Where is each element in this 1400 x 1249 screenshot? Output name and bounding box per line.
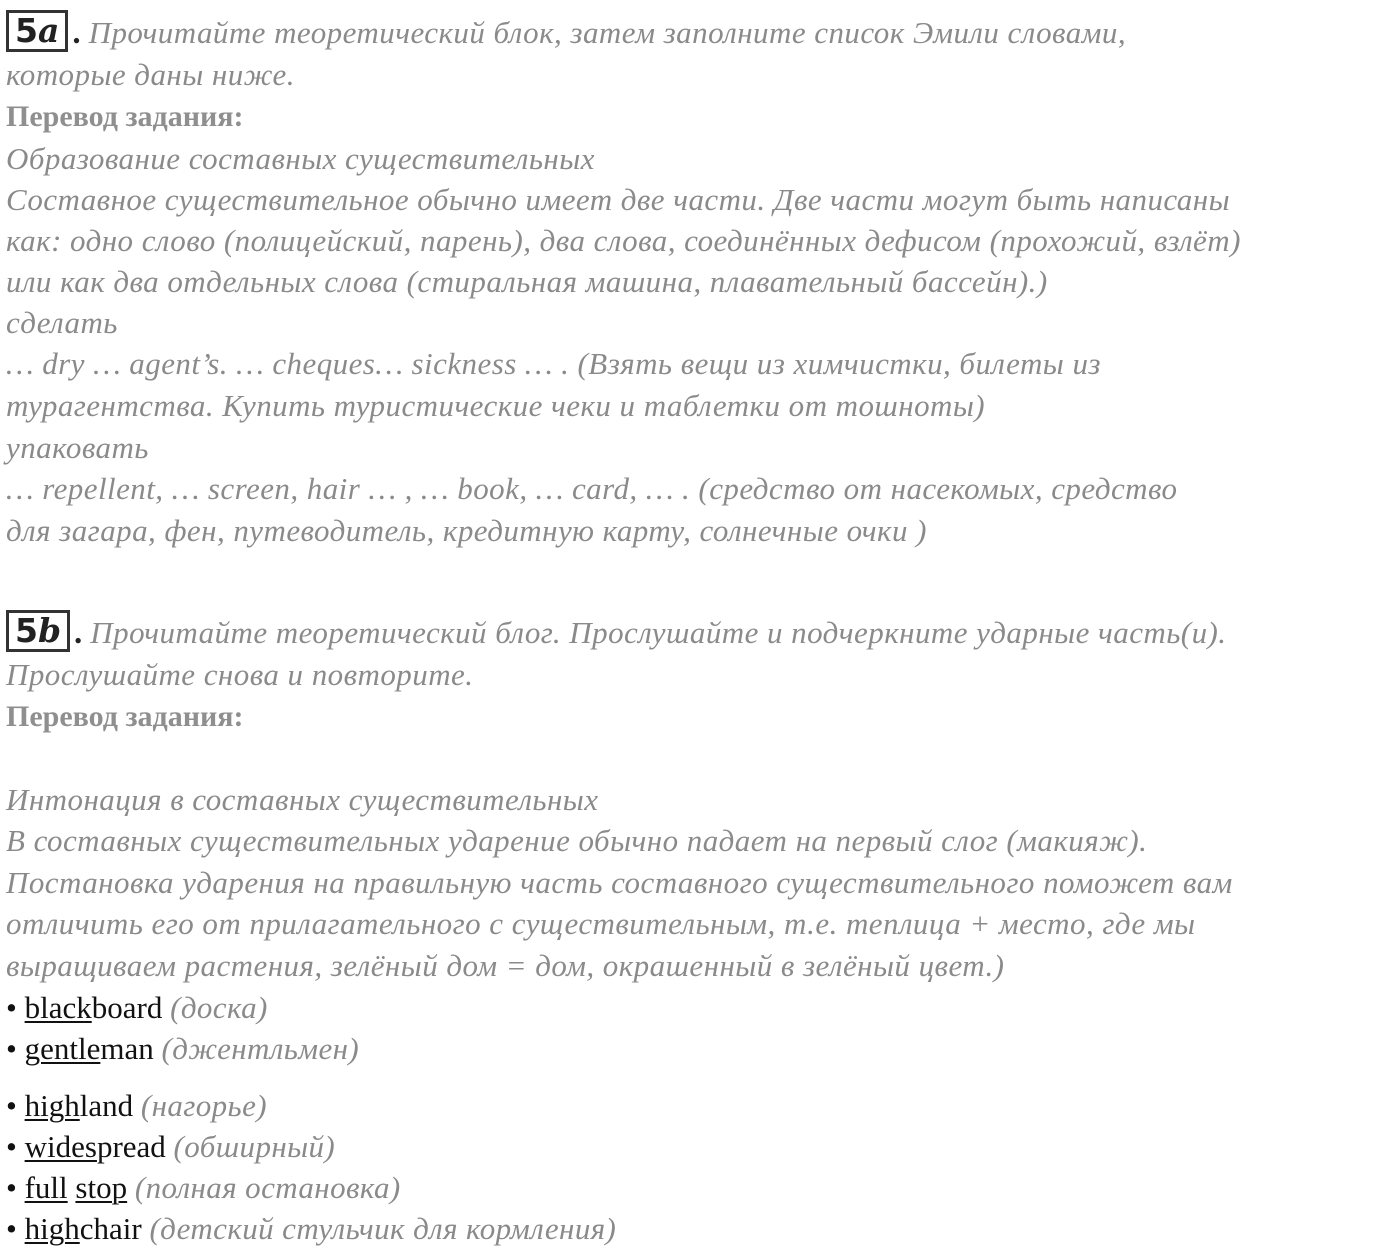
ex5a-line: … repellent, … screen, hair … , … book, … card, … . (средство от насекомых, средство <box>6 471 1178 506</box>
ex5b-letter: b <box>37 611 62 650</box>
ex5b-line: отличить его от прилагательного с существительным, т.е. теплица + место, где мы <box>6 906 1196 941</box>
ex5a-instruction-line1 <box>6 10 1126 54</box>
ex5a-number-box <box>6 10 68 52</box>
word-translation: (джентльмен) <box>161 1031 360 1066</box>
ex5a-instruction-text1: Прочитайте теоретический блок, затем заполните список Эмили словами, <box>88 15 1127 50</box>
compound-word <box>25 990 163 1025</box>
unstressed-part: board <box>91 990 163 1025</box>
bullet-icon: • <box>6 1129 17 1164</box>
ex5b-line: В составных существительных ударение обычно падает на первый слог (макияж). <box>6 823 1148 858</box>
word-translation: (обширный) <box>173 1129 336 1164</box>
word-translation: (детский стульчик для кормления) <box>149 1211 617 1246</box>
ex5b-number: 5 <box>15 611 38 650</box>
ex5a-dot: . <box>72 15 81 51</box>
ex5a-letter: a <box>37 11 60 50</box>
ex5a-line: как: одно слово (полицейский, парень), два слова, соединённых дефисом (прохожий, взлёт) <box>6 223 1241 258</box>
ex5a-line: Составное существительное обычно имеет две части. Две части могут быть написаны <box>6 182 1231 217</box>
stressed-part: stop <box>75 1170 128 1205</box>
compound-word <box>25 1088 134 1123</box>
word-translation: (доска) <box>170 990 268 1025</box>
ex5a-number: 5 <box>15 11 38 50</box>
ex5b-line: Интонация в составных существительных <box>6 782 599 817</box>
ex5a-line: для загара, фен, путеводитель, кредитную карту, солнечные очки ) <box>6 513 927 548</box>
word-translation: (полная остановка) <box>134 1170 401 1205</box>
unstressed-part: land <box>79 1088 134 1123</box>
ex5b-line: Постановка ударения на правильную часть составного существительного поможет вам <box>6 865 1233 900</box>
stressed-part: high <box>24 1211 80 1246</box>
compound-word <box>25 1211 142 1246</box>
bullet-icon: • <box>6 1088 17 1123</box>
bullet-icon: • <box>6 990 17 1025</box>
ex5a-line: … dry … agent’s. … cheques… sickness … . (Взять вещи из химчистки, билеты из <box>6 346 1101 381</box>
compound-word <box>25 1129 166 1164</box>
list-item <box>6 987 268 1028</box>
compound-word <box>25 1031 154 1066</box>
stressed-part: high <box>24 1088 80 1123</box>
ex5a-line: или как два отдельных слова (стиральная машина, плавательный бассейн).) <box>6 264 1048 299</box>
ex5a-line: Образование составных существительных <box>6 141 595 176</box>
list-item <box>6 1085 267 1126</box>
stressed-part: full <box>24 1170 68 1205</box>
ex5b-heading: Перевод задания: <box>6 700 244 733</box>
bullet-icon: • <box>6 1211 17 1246</box>
word-translation: (нагорье) <box>140 1088 267 1123</box>
stressed-part: black <box>24 990 92 1025</box>
ex5b-instruction-line2: Прослушайте снова и повторите. <box>6 657 474 692</box>
ex5b-instruction-line1 <box>6 610 1227 654</box>
unstressed-part: man <box>100 1031 154 1066</box>
list-item <box>6 1126 335 1167</box>
ex5b-line: выращиваем растения, зелёный дом = дом, окрашенный в зелёный цвет.) <box>6 948 1005 983</box>
stressed-part: gentle <box>24 1031 101 1066</box>
ex5a-line: упаковать <box>6 430 149 465</box>
bullet-icon: • <box>6 1031 17 1066</box>
ex5a-heading: Перевод задания: <box>6 100 244 133</box>
ex5b-number-box <box>6 610 70 652</box>
ex5a-line: турагентства. Купить туристические чеки и таблетки от тошноты) <box>6 388 986 423</box>
unstressed-part: chair <box>79 1211 142 1246</box>
list-item <box>6 1028 359 1069</box>
list-item <box>6 1167 401 1208</box>
ex5a-line: сделать <box>6 305 118 340</box>
ex5b-dot: . <box>74 615 83 651</box>
unstressed-part: pread <box>96 1129 166 1164</box>
list-item <box>6 1208 616 1249</box>
compound-word <box>25 1170 128 1205</box>
ex5a-instruction-line2: которые даны ниже. <box>6 57 295 92</box>
stressed-part: wides <box>24 1129 97 1164</box>
bullet-icon: • <box>6 1170 17 1205</box>
ex5b-instruction-text1: Прочитайте теоретический блог. Прослушайте и подчеркните ударные часть(и). <box>90 615 1227 650</box>
